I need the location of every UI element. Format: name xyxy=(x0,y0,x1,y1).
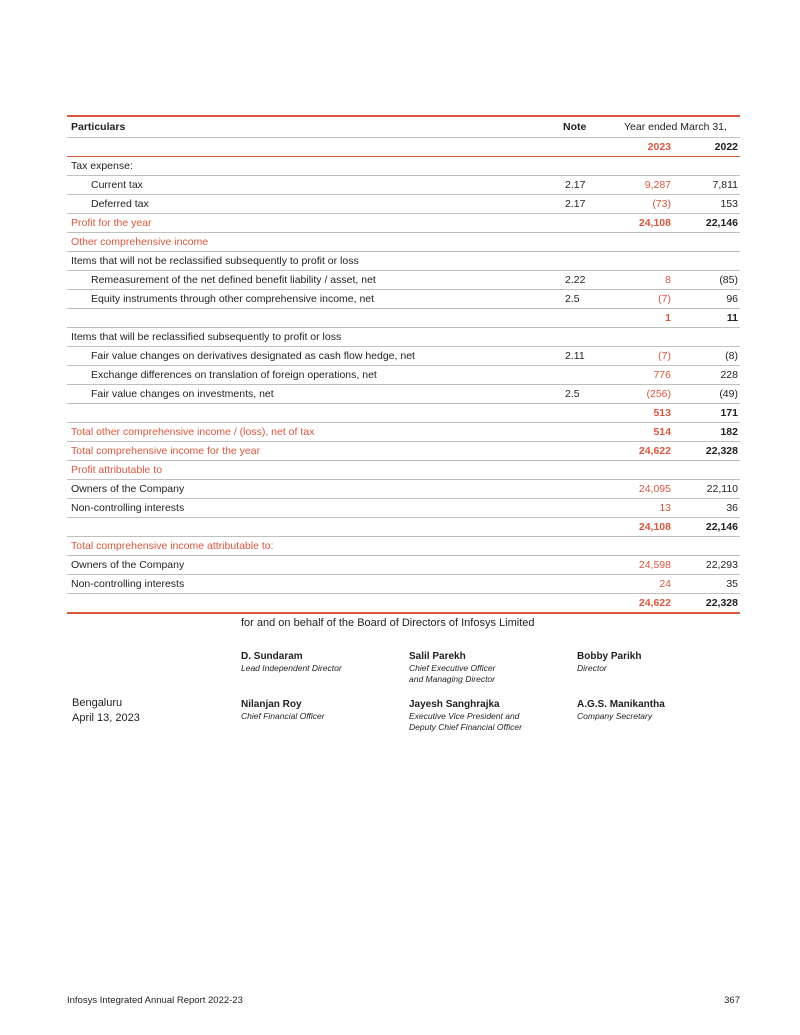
row-note: 2.17 xyxy=(565,198,586,210)
table-row-subtotal xyxy=(67,309,740,328)
row-note: 2.5 xyxy=(565,388,580,400)
income-statement-table xyxy=(67,115,740,614)
row-label: Non-controlling interests xyxy=(71,502,185,514)
table-row xyxy=(67,556,740,575)
row-value-2022: 7,811 xyxy=(712,179,738,191)
table-row xyxy=(67,537,740,556)
footer-report-title: Infosys Integrated Annual Report 2022-23 xyxy=(67,995,243,1006)
header-year-2023: 2023 xyxy=(647,141,671,153)
row-value-2023: 24,598 xyxy=(638,559,671,571)
table-row xyxy=(67,347,740,366)
table-row xyxy=(67,575,740,594)
row-value-2022: (49) xyxy=(719,388,738,400)
row-value-2023: 24 xyxy=(659,578,671,590)
header-period: Year ended March 31, xyxy=(624,121,727,133)
table-row-subtotal xyxy=(67,518,740,537)
row-label: Remeasurement of the net defined benefit liability / asset, net xyxy=(91,274,376,286)
row-label: Items that will not be reclassified subsequently to profit or loss xyxy=(71,255,359,267)
place-date xyxy=(72,696,140,726)
row-value-2022: (8) xyxy=(725,350,738,362)
signatory-title: Executive Vice President and xyxy=(409,711,520,721)
table-row xyxy=(67,385,740,404)
row-value-2023: (256) xyxy=(646,388,671,400)
row-value-2023: 13 xyxy=(659,502,671,514)
row-value-2023: 1 xyxy=(665,312,671,324)
row-value-2022: 182 xyxy=(720,426,738,438)
signatory-name: Jayesh Sanghrajka xyxy=(409,699,500,710)
row-label: Total comprehensive income for the year xyxy=(71,445,261,457)
row-value-2023: 514 xyxy=(653,426,671,438)
header-particulars: Particulars xyxy=(71,121,126,133)
row-label: Exchange differences on translation of foreign operations, net xyxy=(91,369,377,381)
row-label: Owners of the Company xyxy=(71,559,185,571)
row-note: 2.17 xyxy=(565,179,586,191)
table-header-years xyxy=(67,138,740,157)
header-note: Note xyxy=(563,121,587,133)
row-value-2022: 11 xyxy=(726,312,738,324)
row-label: Fair value changes on derivatives designated as cash flow hedge, net xyxy=(91,350,415,362)
row-label: Total comprehensive income attributable to: xyxy=(71,540,274,552)
table-row xyxy=(67,214,740,233)
table-header xyxy=(67,117,740,138)
signatory-name: A.G.S. Manikantha xyxy=(577,699,665,710)
signatory-title: Director xyxy=(577,663,607,673)
header-year-2022: 2022 xyxy=(714,141,738,153)
row-label: Profit for the year xyxy=(71,217,152,229)
row-value-2023: 9,287 xyxy=(644,179,671,191)
signatory-1 xyxy=(241,650,401,674)
table-row xyxy=(67,176,740,195)
table-row xyxy=(67,499,740,518)
table-row xyxy=(67,271,740,290)
row-label: Profit attributable to xyxy=(71,464,163,476)
row-value-2022: (85) xyxy=(719,274,738,286)
row-value-2022: 22,146 xyxy=(705,217,738,229)
row-value-2022: 96 xyxy=(726,293,738,305)
signatory-name: Nilanjan Roy xyxy=(241,699,302,710)
row-value-2022: 22,293 xyxy=(705,559,738,571)
signatory-title: Chief Financial Officer xyxy=(241,711,325,721)
row-label: Items that will be reclassified subsequently to profit or loss xyxy=(71,331,342,343)
signatory-name: D. Sundaram xyxy=(241,651,303,662)
row-label: Fair value changes on investments, net xyxy=(91,388,274,400)
table-row xyxy=(67,252,740,271)
signatory-name: Bobby Parikh xyxy=(577,651,642,662)
row-value-2023: 24,622 xyxy=(638,597,671,609)
row-label: Deferred tax xyxy=(91,198,149,210)
row-note: 2.22 xyxy=(565,274,586,286)
row-label: Other comprehensive income xyxy=(71,236,209,248)
table-row xyxy=(67,442,740,461)
table-row xyxy=(67,328,740,347)
on-behalf-statement: for and on behalf of the Board of Directors of Infosys Limited xyxy=(241,617,535,629)
table-row xyxy=(67,461,740,480)
row-value-2023: 776 xyxy=(653,369,671,381)
row-value-2022: 22,110 xyxy=(706,483,738,495)
table-row xyxy=(67,366,740,385)
row-note: 2.5 xyxy=(565,293,580,305)
signatory-name: Salil Parekh xyxy=(409,651,466,662)
row-value-2022: 22,328 xyxy=(705,445,738,457)
row-value-2023: 24,622 xyxy=(638,445,671,457)
row-value-2023: 8 xyxy=(665,274,671,286)
signatory-title: Chief Executive Officer xyxy=(409,663,496,673)
signatory-title: Deputy Chief Financial Officer xyxy=(409,722,522,732)
signatory-4 xyxy=(241,698,401,722)
row-value-2023: 513 xyxy=(653,407,671,419)
signatory-title: Lead Independent Director xyxy=(241,663,342,673)
signatory-title: Company Secretary xyxy=(577,711,653,721)
row-label: Total other comprehensive income / (loss), net of tax xyxy=(71,426,315,438)
page-number: 367 xyxy=(724,995,740,1006)
row-value-2022: 22,328 xyxy=(705,597,738,609)
row-value-2023: (7) xyxy=(658,293,671,305)
table-row xyxy=(67,423,740,442)
row-value-2022: 36 xyxy=(726,502,738,514)
row-value-2023: (73) xyxy=(652,198,671,210)
table-row xyxy=(67,290,740,309)
date: April 13, 2023 xyxy=(72,712,140,724)
signatory-title: and Managing Director xyxy=(409,674,495,684)
row-label: Equity instruments through other comprehensive income, net xyxy=(91,293,375,305)
row-label: Current tax xyxy=(91,179,143,191)
signatory-2 xyxy=(409,650,569,685)
row-value-2022: 153 xyxy=(720,198,738,210)
row-value-2023: 24,108 xyxy=(638,217,671,229)
row-label: Owners of the Company xyxy=(71,483,185,495)
row-note: 2.11 xyxy=(565,350,585,362)
table-row xyxy=(67,233,740,252)
table-row-total xyxy=(67,594,740,614)
row-value-2023: (7) xyxy=(658,350,671,362)
row-value-2022: 35 xyxy=(726,578,738,590)
table-row xyxy=(67,195,740,214)
signatory-5 xyxy=(409,698,569,733)
signatory-3 xyxy=(577,650,737,674)
row-value-2022: 228 xyxy=(720,369,738,381)
table-row xyxy=(67,480,740,499)
place: Bengaluru xyxy=(72,697,123,709)
row-label: Non-controlling interests xyxy=(71,578,185,590)
row-value-2023: 24,108 xyxy=(638,521,671,533)
row-value-2022: 22,146 xyxy=(705,521,738,533)
signatory-6 xyxy=(577,698,737,722)
row-value-2022: 171 xyxy=(720,407,738,419)
table-row-subtotal xyxy=(67,404,740,423)
row-label: Tax expense: xyxy=(71,160,133,172)
row-value-2023: 24,095 xyxy=(638,483,671,495)
table-row xyxy=(67,157,740,176)
